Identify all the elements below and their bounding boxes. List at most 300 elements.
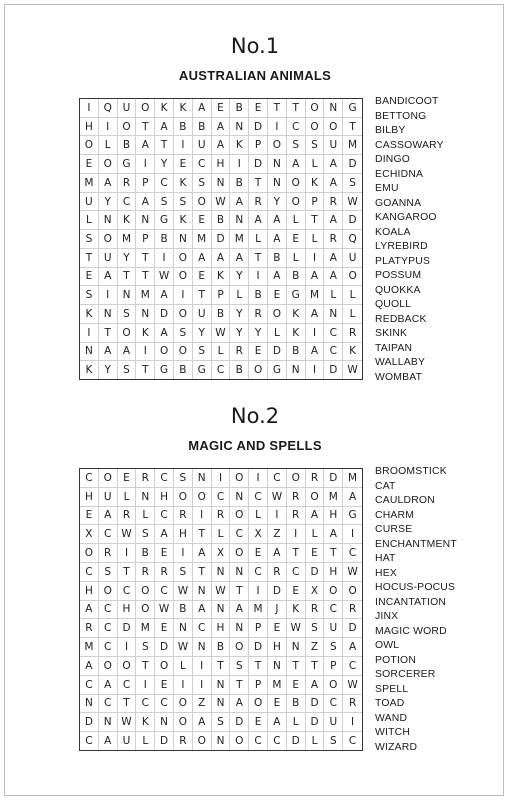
grid-cell[interactable]: L bbox=[212, 525, 231, 544]
grid-cell[interactable]: P bbox=[212, 286, 231, 305]
grid-cell[interactable]: E bbox=[249, 713, 268, 732]
grid-cell[interactable]: E bbox=[155, 676, 174, 695]
grid-cell[interactable]: T bbox=[193, 563, 212, 582]
grid-cell[interactable]: L bbox=[80, 211, 99, 230]
grid-cell[interactable]: G bbox=[193, 361, 212, 379]
grid-cell[interactable]: S bbox=[306, 619, 325, 638]
grid-cell[interactable]: L bbox=[249, 507, 268, 526]
grid-cell[interactable]: N bbox=[324, 99, 343, 118]
grid-cell[interactable]: O bbox=[287, 469, 306, 488]
grid-cell[interactable]: N bbox=[193, 469, 212, 488]
grid-cell[interactable]: D bbox=[343, 155, 362, 174]
grid-cell[interactable]: R bbox=[287, 488, 306, 507]
grid-cell[interactable]: K bbox=[343, 343, 362, 362]
grid-cell[interactable]: R bbox=[343, 695, 362, 714]
grid-cell[interactable]: P bbox=[324, 657, 343, 676]
grid-cell[interactable]: C bbox=[193, 619, 212, 638]
grid-cell[interactable]: H bbox=[174, 525, 193, 544]
grid-cell[interactable]: N bbox=[193, 582, 212, 601]
grid-cell[interactable]: C bbox=[80, 563, 99, 582]
grid-cell[interactable]: L bbox=[306, 230, 325, 249]
grid-cell[interactable]: L bbox=[136, 507, 155, 526]
grid-cell[interactable]: O bbox=[230, 469, 249, 488]
grid-cell[interactable]: U bbox=[118, 732, 137, 750]
grid-cell[interactable]: A bbox=[212, 136, 231, 155]
grid-cell[interactable]: P bbox=[136, 230, 155, 249]
grid-cell[interactable]: W bbox=[174, 638, 193, 657]
grid-cell[interactable]: P bbox=[306, 193, 325, 212]
grid-cell[interactable]: A bbox=[212, 249, 231, 268]
grid-cell[interactable]: W bbox=[118, 525, 137, 544]
grid-cell[interactable]: A bbox=[99, 507, 118, 526]
grid-cell[interactable]: B bbox=[287, 268, 306, 287]
grid-cell[interactable]: X bbox=[306, 582, 325, 601]
grid-cell[interactable]: S bbox=[287, 136, 306, 155]
grid-cell[interactable]: C bbox=[212, 488, 231, 507]
grid-cell[interactable]: O bbox=[324, 676, 343, 695]
grid-cell[interactable]: C bbox=[324, 601, 343, 620]
grid-cell[interactable]: R bbox=[174, 732, 193, 750]
grid-cell[interactable]: R bbox=[80, 619, 99, 638]
grid-cell[interactable]: R bbox=[306, 601, 325, 620]
grid-cell[interactable]: C bbox=[99, 601, 118, 620]
grid-cell[interactable]: N bbox=[268, 155, 287, 174]
grid-cell[interactable]: A bbox=[324, 174, 343, 193]
grid-cell[interactable]: C bbox=[80, 732, 99, 750]
grid-cell[interactable]: K bbox=[118, 211, 137, 230]
grid-cell[interactable]: I bbox=[249, 469, 268, 488]
grid-cell[interactable]: P bbox=[249, 136, 268, 155]
grid-cell[interactable]: R bbox=[118, 174, 137, 193]
grid-cell[interactable]: S bbox=[136, 525, 155, 544]
grid-cell[interactable]: O bbox=[136, 601, 155, 620]
grid-cell[interactable]: A bbox=[99, 174, 118, 193]
grid-cell[interactable]: A bbox=[80, 601, 99, 620]
grid-cell[interactable]: N bbox=[212, 174, 231, 193]
grid-cell[interactable]: B bbox=[212, 211, 231, 230]
grid-cell[interactable]: J bbox=[268, 601, 287, 620]
grid-cell[interactable]: D bbox=[212, 230, 231, 249]
grid-cell[interactable]: R bbox=[230, 343, 249, 362]
grid-cell[interactable]: K bbox=[212, 268, 231, 287]
grid-cell[interactable]: C bbox=[324, 695, 343, 714]
grid-cell[interactable]: M bbox=[193, 230, 212, 249]
grid-cell[interactable]: H bbox=[80, 118, 99, 137]
grid-cell[interactable]: A bbox=[268, 544, 287, 563]
grid-cell[interactable]: L bbox=[287, 713, 306, 732]
grid-cell[interactable]: B bbox=[118, 136, 137, 155]
grid-cell[interactable]: M bbox=[249, 601, 268, 620]
grid-cell[interactable]: A bbox=[324, 525, 343, 544]
grid-cell[interactable]: E bbox=[287, 230, 306, 249]
grid-cell[interactable]: E bbox=[249, 544, 268, 563]
grid-cell[interactable]: B bbox=[212, 305, 231, 324]
grid-cell[interactable]: A bbox=[230, 695, 249, 714]
grid-cell[interactable]: G bbox=[268, 361, 287, 379]
grid-cell[interactable]: T bbox=[136, 361, 155, 379]
grid-cell[interactable]: H bbox=[80, 488, 99, 507]
grid-cell[interactable]: R bbox=[343, 324, 362, 343]
grid-cell[interactable]: L bbox=[306, 155, 325, 174]
grid-cell[interactable]: Y bbox=[99, 361, 118, 379]
grid-cell[interactable]: T bbox=[118, 268, 137, 287]
grid-cell[interactable]: C bbox=[80, 676, 99, 695]
grid-cell[interactable]: O bbox=[193, 732, 212, 750]
grid-cell[interactable]: T bbox=[136, 249, 155, 268]
grid-cell[interactable]: W bbox=[118, 713, 137, 732]
grid-cell[interactable]: D bbox=[268, 343, 287, 362]
grid-cell[interactable]: N bbox=[155, 713, 174, 732]
grid-cell[interactable]: U bbox=[80, 193, 99, 212]
grid-cell[interactable]: A bbox=[99, 343, 118, 362]
grid-cell[interactable]: S bbox=[193, 343, 212, 362]
grid-cell[interactable]: I bbox=[230, 155, 249, 174]
grid-cell[interactable]: N bbox=[99, 211, 118, 230]
grid-cell[interactable]: G bbox=[287, 286, 306, 305]
grid-cell[interactable]: E bbox=[155, 544, 174, 563]
grid-cell[interactable]: C bbox=[287, 118, 306, 137]
grid-cell[interactable]: A bbox=[268, 230, 287, 249]
grid-cell[interactable]: H bbox=[118, 601, 137, 620]
grid-cell[interactable]: O bbox=[118, 118, 137, 137]
grid-cell[interactable]: O bbox=[324, 118, 343, 137]
grid-cell[interactable]: L bbox=[249, 230, 268, 249]
grid-cell[interactable]: S bbox=[193, 174, 212, 193]
grid-cell[interactable]: D bbox=[155, 305, 174, 324]
grid-cell[interactable]: A bbox=[287, 155, 306, 174]
grid-cell[interactable]: A bbox=[268, 211, 287, 230]
grid-cell[interactable]: Y bbox=[155, 155, 174, 174]
grid-cell[interactable]: Z bbox=[193, 695, 212, 714]
grid-cell[interactable]: T bbox=[287, 657, 306, 676]
grid-cell[interactable]: N bbox=[99, 713, 118, 732]
grid-cell[interactable]: O bbox=[287, 174, 306, 193]
grid-cell[interactable]: N bbox=[324, 305, 343, 324]
grid-cell[interactable]: E bbox=[80, 155, 99, 174]
grid-cell[interactable]: N bbox=[193, 638, 212, 657]
grid-cell[interactable]: S bbox=[118, 361, 137, 379]
grid-cell[interactable]: H bbox=[80, 582, 99, 601]
grid-cell[interactable]: E bbox=[80, 507, 99, 526]
grid-cell[interactable]: O bbox=[324, 582, 343, 601]
grid-cell[interactable]: B bbox=[287, 695, 306, 714]
grid-cell[interactable]: E bbox=[174, 155, 193, 174]
grid-cell[interactable]: I bbox=[249, 582, 268, 601]
grid-cell[interactable]: S bbox=[324, 638, 343, 657]
grid-cell[interactable]: D bbox=[249, 118, 268, 137]
grid-cell[interactable]: A bbox=[324, 268, 343, 287]
grid-cell[interactable]: C bbox=[212, 361, 231, 379]
grid-cell[interactable]: W bbox=[155, 601, 174, 620]
grid-cell[interactable]: N bbox=[136, 211, 155, 230]
grid-cell[interactable]: I bbox=[268, 507, 287, 526]
grid-cell[interactable]: S bbox=[118, 305, 137, 324]
grid-cell[interactable]: T bbox=[306, 657, 325, 676]
grid-cell[interactable]: N bbox=[174, 230, 193, 249]
grid-cell[interactable]: D bbox=[118, 619, 137, 638]
grid-cell[interactable]: S bbox=[306, 136, 325, 155]
grid-cell[interactable]: U bbox=[193, 305, 212, 324]
grid-cell[interactable]: O bbox=[99, 469, 118, 488]
grid-cell[interactable]: R bbox=[287, 507, 306, 526]
grid-cell[interactable]: E bbox=[287, 676, 306, 695]
grid-cell[interactable]: C bbox=[249, 488, 268, 507]
grid-cell[interactable]: E bbox=[268, 286, 287, 305]
grid-cell[interactable]: C bbox=[99, 525, 118, 544]
grid-cell[interactable]: B bbox=[174, 601, 193, 620]
grid-cell[interactable]: I bbox=[268, 118, 287, 137]
grid-cell[interactable]: A bbox=[268, 713, 287, 732]
grid-cell[interactable]: B bbox=[287, 343, 306, 362]
grid-cell[interactable]: I bbox=[80, 324, 99, 343]
grid-cell[interactable]: B bbox=[155, 230, 174, 249]
grid-cell[interactable]: L bbox=[174, 657, 193, 676]
grid-cell[interactable]: P bbox=[249, 676, 268, 695]
grid-cell[interactable]: O bbox=[174, 713, 193, 732]
grid-cell[interactable]: I bbox=[99, 118, 118, 137]
grid-cell[interactable]: L bbox=[343, 305, 362, 324]
grid-cell[interactable]: I bbox=[174, 676, 193, 695]
grid-cell[interactable]: W bbox=[343, 193, 362, 212]
grid-cell[interactable]: I bbox=[343, 713, 362, 732]
grid-cell[interactable]: Y bbox=[118, 249, 137, 268]
grid-cell[interactable]: O bbox=[287, 193, 306, 212]
grid-cell[interactable]: S bbox=[174, 469, 193, 488]
grid-cell[interactable]: N bbox=[80, 695, 99, 714]
grid-cell[interactable]: Y bbox=[193, 324, 212, 343]
grid-cell[interactable]: W bbox=[155, 268, 174, 287]
grid-cell[interactable]: C bbox=[118, 193, 137, 212]
grid-cell[interactable]: A bbox=[155, 286, 174, 305]
grid-cell[interactable]: D bbox=[324, 361, 343, 379]
grid-cell[interactable]: I bbox=[174, 136, 193, 155]
grid-cell[interactable]: D bbox=[306, 713, 325, 732]
grid-cell[interactable]: A bbox=[324, 155, 343, 174]
grid-cell[interactable]: K bbox=[287, 601, 306, 620]
grid-cell[interactable]: U bbox=[343, 249, 362, 268]
grid-cell[interactable]: Y bbox=[268, 193, 287, 212]
grid-cell[interactable]: R bbox=[249, 193, 268, 212]
grid-cell[interactable]: Q bbox=[343, 230, 362, 249]
grid-cell[interactable]: K bbox=[230, 136, 249, 155]
grid-cell[interactable]: T bbox=[118, 563, 137, 582]
grid-cell[interactable]: C bbox=[324, 343, 343, 362]
grid-cell[interactable]: N bbox=[287, 361, 306, 379]
grid-cell[interactable]: A bbox=[306, 268, 325, 287]
grid-cell[interactable]: T bbox=[155, 136, 174, 155]
grid-cell[interactable]: C bbox=[136, 695, 155, 714]
grid-cell[interactable]: R bbox=[306, 469, 325, 488]
grid-cell[interactable]: A bbox=[193, 544, 212, 563]
grid-cell[interactable]: I bbox=[99, 286, 118, 305]
grid-cell[interactable]: C bbox=[230, 525, 249, 544]
grid-cell[interactable]: O bbox=[174, 305, 193, 324]
grid-cell[interactable]: T bbox=[118, 695, 137, 714]
grid-cell[interactable]: G bbox=[118, 155, 137, 174]
grid-cell[interactable]: R bbox=[155, 563, 174, 582]
grid-cell[interactable]: K bbox=[155, 99, 174, 118]
grid-cell[interactable]: K bbox=[80, 305, 99, 324]
grid-cell[interactable]: L bbox=[287, 211, 306, 230]
grid-cell[interactable]: N bbox=[80, 343, 99, 362]
grid-cell[interactable]: B bbox=[174, 118, 193, 137]
grid-cell[interactable]: H bbox=[268, 638, 287, 657]
grid-cell[interactable]: O bbox=[99, 155, 118, 174]
grid-cell[interactable]: B bbox=[136, 544, 155, 563]
grid-cell[interactable]: C bbox=[343, 657, 362, 676]
grid-cell[interactable]: K bbox=[174, 211, 193, 230]
grid-cell[interactable]: O bbox=[306, 118, 325, 137]
grid-cell[interactable]: N bbox=[136, 488, 155, 507]
grid-cell[interactable]: U bbox=[193, 136, 212, 155]
grid-cell[interactable]: A bbox=[155, 525, 174, 544]
grid-cell[interactable]: C bbox=[249, 732, 268, 750]
grid-cell[interactable]: C bbox=[193, 155, 212, 174]
grid-cell[interactable]: K bbox=[287, 324, 306, 343]
grid-cell[interactable]: O bbox=[136, 582, 155, 601]
grid-cell[interactable]: Y bbox=[230, 268, 249, 287]
grid-cell[interactable]: S bbox=[324, 732, 343, 750]
grid-cell[interactable]: A bbox=[324, 249, 343, 268]
grid-cell[interactable]: T bbox=[80, 249, 99, 268]
grid-cell[interactable]: W bbox=[343, 676, 362, 695]
grid-cell[interactable]: B bbox=[230, 99, 249, 118]
grid-cell[interactable]: B bbox=[230, 174, 249, 193]
grid-cell[interactable]: A bbox=[193, 601, 212, 620]
grid-cell[interactable]: X bbox=[80, 525, 99, 544]
grid-cell[interactable]: D bbox=[343, 211, 362, 230]
grid-cell[interactable]: L bbox=[118, 488, 137, 507]
grid-cell[interactable]: C bbox=[155, 507, 174, 526]
grid-cell[interactable]: O bbox=[118, 657, 137, 676]
grid-cell[interactable]: C bbox=[249, 563, 268, 582]
grid-cell[interactable]: S bbox=[155, 193, 174, 212]
grid-cell[interactable]: R bbox=[99, 544, 118, 563]
grid-cell[interactable]: B bbox=[268, 249, 287, 268]
grid-cell[interactable]: S bbox=[80, 286, 99, 305]
grid-cell[interactable]: R bbox=[136, 563, 155, 582]
grid-cell[interactable]: T bbox=[287, 99, 306, 118]
grid-cell[interactable]: R bbox=[118, 507, 137, 526]
grid-cell[interactable]: B bbox=[193, 118, 212, 137]
grid-cell[interactable]: A bbox=[249, 211, 268, 230]
grid-cell[interactable]: A bbox=[306, 507, 325, 526]
grid-cell[interactable]: O bbox=[249, 361, 268, 379]
grid-cell[interactable]: A bbox=[212, 118, 231, 137]
grid-cell[interactable]: L bbox=[306, 525, 325, 544]
grid-cell[interactable]: O bbox=[249, 695, 268, 714]
grid-cell[interactable]: C bbox=[287, 563, 306, 582]
grid-cell[interactable]: S bbox=[230, 657, 249, 676]
grid-cell[interactable]: S bbox=[80, 230, 99, 249]
grid-cell[interactable]: W bbox=[212, 193, 231, 212]
grid-cell[interactable]: L bbox=[306, 732, 325, 750]
grid-cell[interactable]: T bbox=[193, 286, 212, 305]
grid-cell[interactable]: N bbox=[118, 286, 137, 305]
grid-cell[interactable]: C bbox=[348, 735, 357, 748]
grid-cell[interactable]: W bbox=[212, 324, 231, 343]
grid-cell[interactable]: R bbox=[343, 601, 362, 620]
grid-cell[interactable]: H bbox=[155, 488, 174, 507]
grid-cell[interactable]: N bbox=[230, 118, 249, 137]
grid-cell[interactable]: O bbox=[268, 305, 287, 324]
grid-cell[interactable]: N bbox=[212, 563, 231, 582]
grid-cell[interactable]: C bbox=[155, 469, 174, 488]
grid-cell[interactable]: U bbox=[324, 619, 343, 638]
grid-cell[interactable]: N bbox=[287, 638, 306, 657]
grid-cell[interactable]: I bbox=[136, 343, 155, 362]
grid-cell[interactable]: K bbox=[80, 361, 99, 379]
grid-cell[interactable]: A bbox=[193, 713, 212, 732]
grid-cell[interactable]: S bbox=[343, 174, 362, 193]
grid-cell[interactable]: M bbox=[268, 676, 287, 695]
grid-cell[interactable]: N bbox=[230, 211, 249, 230]
grid-cell[interactable]: O bbox=[155, 343, 174, 362]
grid-cell[interactable]: G bbox=[343, 507, 362, 526]
grid-cell[interactable]: X bbox=[249, 525, 268, 544]
grid-cell[interactable]: P bbox=[249, 619, 268, 638]
grid-cell[interactable]: M bbox=[80, 638, 99, 657]
grid-cell[interactable]: M bbox=[343, 136, 362, 155]
grid-cell[interactable]: I bbox=[343, 525, 362, 544]
grid-cell[interactable]: I bbox=[306, 249, 325, 268]
grid-cell[interactable]: U bbox=[99, 249, 118, 268]
grid-cell[interactable]: T bbox=[324, 544, 343, 563]
grid-cell[interactable]: I bbox=[212, 469, 231, 488]
grid-cell[interactable]: A bbox=[99, 732, 118, 750]
grid-cell[interactable]: T bbox=[193, 525, 212, 544]
grid-cell[interactable]: E bbox=[287, 582, 306, 601]
grid-cell[interactable]: C bbox=[80, 469, 99, 488]
grid-cell[interactable]: S bbox=[212, 713, 231, 732]
grid-cell[interactable]: N bbox=[174, 619, 193, 638]
grid-cell[interactable]: A bbox=[155, 324, 174, 343]
grid-cell[interactable]: R bbox=[324, 193, 343, 212]
grid-cell[interactable]: R bbox=[249, 305, 268, 324]
grid-cell[interactable]: A bbox=[193, 99, 212, 118]
grid-cell[interactable]: I bbox=[249, 268, 268, 287]
grid-cell[interactable]: A bbox=[306, 676, 325, 695]
grid-cell[interactable]: O bbox=[230, 732, 249, 750]
grid-cell[interactable]: I bbox=[193, 657, 212, 676]
grid-cell[interactable]: N bbox=[212, 676, 231, 695]
grid-cell[interactable]: E bbox=[249, 343, 268, 362]
grid-cell[interactable]: A bbox=[324, 211, 343, 230]
grid-cell[interactable]: D bbox=[287, 732, 306, 750]
grid-cell[interactable]: E bbox=[193, 268, 212, 287]
grid-cell[interactable]: O bbox=[80, 544, 99, 563]
grid-cell[interactable]: L bbox=[268, 324, 287, 343]
grid-cell[interactable]: D bbox=[343, 619, 362, 638]
grid-cell[interactable]: D bbox=[249, 155, 268, 174]
grid-cell[interactable]: A bbox=[343, 638, 362, 657]
grid-cell[interactable]: T bbox=[343, 118, 362, 137]
grid-cell[interactable]: S bbox=[174, 563, 193, 582]
grid-cell[interactable]: O bbox=[230, 544, 249, 563]
grid-cell[interactable]: O bbox=[136, 99, 155, 118]
grid-cell[interactable]: T bbox=[287, 544, 306, 563]
grid-cell[interactable]: L bbox=[136, 732, 155, 750]
grid-cell[interactable]: A bbox=[118, 343, 137, 362]
grid-cell[interactable]: T bbox=[230, 676, 249, 695]
grid-cell[interactable]: A bbox=[99, 268, 118, 287]
grid-cell[interactable]: A bbox=[230, 193, 249, 212]
grid-cell[interactable]: M bbox=[118, 230, 137, 249]
grid-cell[interactable]: I bbox=[155, 249, 174, 268]
grid-cell[interactable]: E bbox=[80, 268, 99, 287]
grid-cell[interactable]: R bbox=[174, 507, 193, 526]
grid-cell[interactable]: I bbox=[193, 676, 212, 695]
